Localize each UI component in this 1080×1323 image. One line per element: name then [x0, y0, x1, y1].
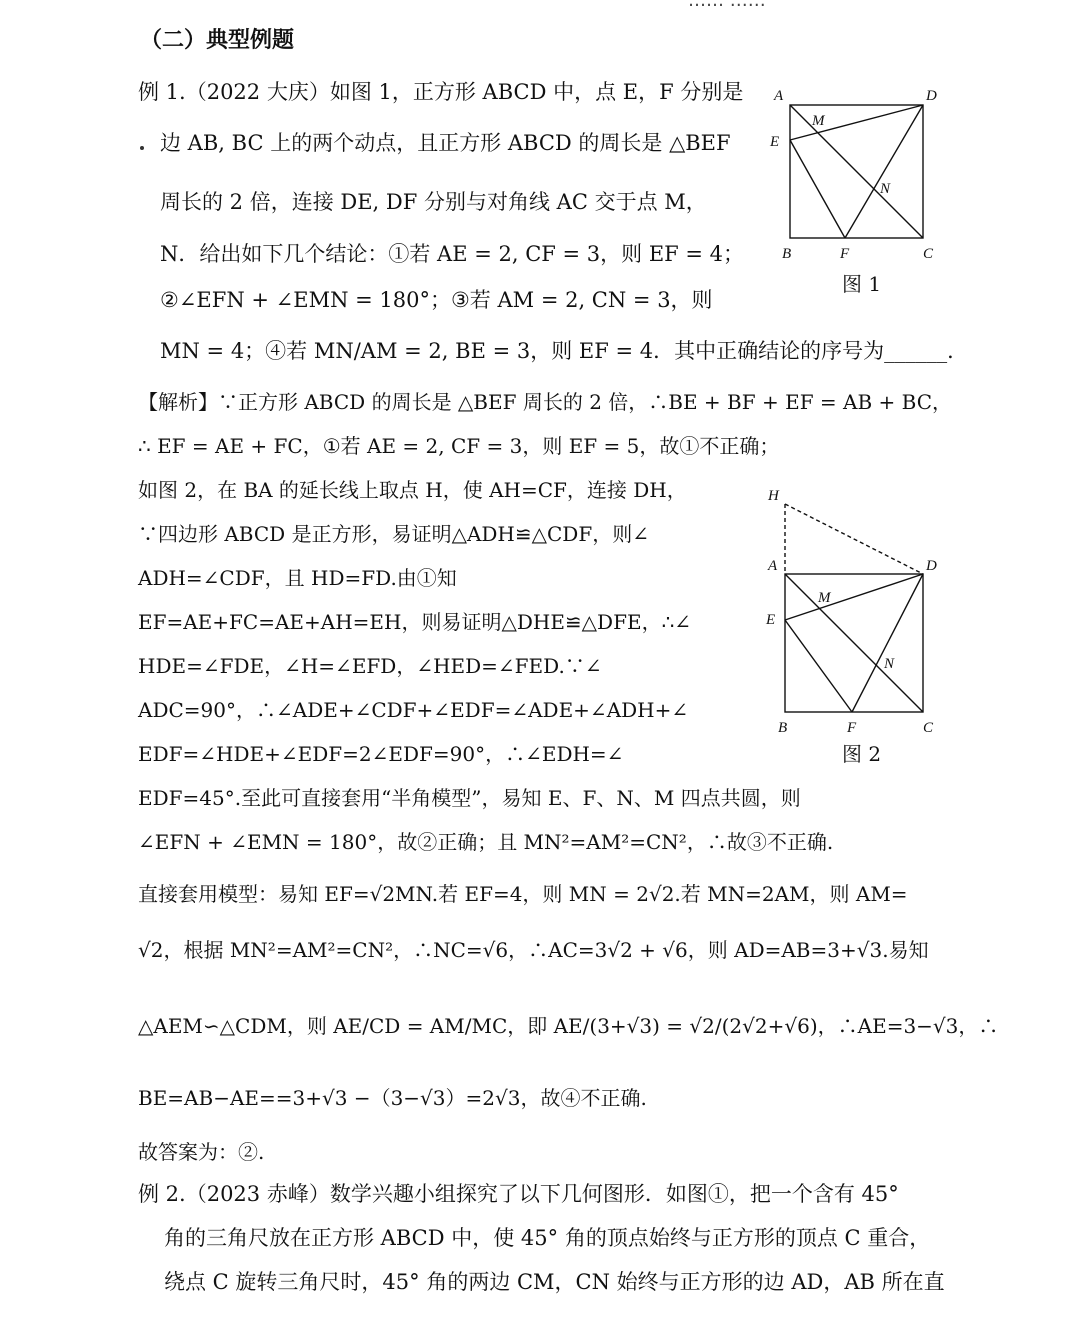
segment-ef [785, 620, 852, 712]
figure-2 [760, 482, 960, 742]
label-d: D [926, 88, 937, 104]
solution-line: EDF=45°.至此可直接套用“半角模型”，易知 E、F、N、M 四点共圆，则 [138, 786, 801, 810]
solution-line: ∠EFN + ∠EMN = 180°，故②正确；且 MN²=AM²=CN²，∴故③不正确. [138, 830, 834, 854]
label-n: N [884, 656, 895, 672]
example-2-line: 绕点 C 旋转三角尺时，45° 角的两边 CM，CN 始终与正方形的边 AD，AB 所在直 [164, 1270, 945, 1294]
label-e: E [766, 612, 776, 628]
figure-1 [760, 80, 960, 270]
label-h: H [768, 488, 779, 504]
solution-line: ADH=∠CDF，且 HD=FD.由①知 [138, 566, 457, 590]
example-1-line: 周长的 2 倍，连接 DE, DF 分别与对角线 AC 交于点 M， [160, 190, 707, 214]
example-2-line: 角的三角尺放在正方形 ABCD 中，使 45° 角的顶点始终与正方形的顶点 C 重合， [164, 1226, 931, 1250]
label-a: A [768, 558, 778, 574]
example-1-line: MN = 4；④若 MN/AM = 2, BE = 3，则 EF = 4．其中正确结论的序号为______． [160, 339, 969, 363]
cropped-top-text: …… …… [688, 0, 766, 11]
dashed-hd [785, 504, 923, 574]
segment-de [790, 105, 923, 140]
solution-line: √2，根据 MN²=AM²=CN²，∴NC=√6，∴AC=3√2 + √6，则 AD=AB=3+√3.易知 [138, 938, 929, 962]
label-c: C [923, 246, 934, 262]
solution-line: △AEM∽△CDM，则 AE/CD = AM/MC，即 AE/(3+√3) = √2/(2√2+√6)，∴AE=3−√3，∴ [138, 1014, 999, 1038]
label-a: A [774, 88, 784, 104]
segment-ef [790, 140, 845, 238]
example-2-line: 例 2.（2023 赤峰）数学兴趣小组探究了以下几何图形．如图①，把一个含有 45° [138, 1182, 899, 1206]
solution-line: ADC=90°，∴∠ADE+∠CDF+∠EDF=∠ADE+∠ADH+∠ [138, 698, 689, 722]
solution-line: HDE=∠FDE，∠H=∠EFD，∠HED=∠FED.∵∠ [138, 654, 602, 678]
bullet-dot [140, 146, 144, 150]
example-1-line: 例 1.（2022 大庆）如图 1，正方形 ABCD 中，点 E，F 分别是 [138, 80, 744, 104]
label-n: N [880, 181, 891, 197]
solution-answer: 故答案为：②. [138, 1140, 265, 1164]
solution-line: EF=AE+FC=AE+AH=EH，则易证明△DHE≌△DFE，∴∠ [138, 610, 692, 634]
solution-line: 直接套用模型：易知 EF=√2MN.若 EF=4，则 MN = 2√2.若 MN=2AM，则 AM= [138, 882, 908, 906]
section-heading: （二）典型例题 [140, 28, 295, 53]
label-d: D [926, 558, 937, 574]
example-1-line: ②∠EFN + ∠EMN = 180°；③若 AM = 2, CN = 3，则 [160, 288, 713, 312]
solution-line: 【解析】∵正方形 ABCD 的周长是 △BEF 周长的 2 倍，∴BE + BF + EF = AB + BC， [138, 390, 953, 414]
label-f: F [840, 246, 850, 262]
solution-line: BE=AB−AE==3+√3 −（3−√3）=2√3，故④不正确. [138, 1086, 647, 1110]
label-c: C [923, 720, 934, 736]
label-m: M [812, 113, 825, 129]
label-e: E [770, 134, 780, 150]
figure-1-caption: 图 1 [842, 272, 882, 296]
figure-2-caption: 图 2 [842, 742, 882, 766]
solution-line: ∴ EF = AE + FC，①若 AE = 2, CF = 3，则 EF = 5，故①不正确； [138, 434, 780, 458]
label-b: B [782, 246, 792, 262]
label-b: B [778, 720, 788, 736]
solution-line: ∵四边形 ABCD 是正方形，易证明△ADH≌△CDF，则∠ [138, 522, 649, 546]
example-1-line: 边 AB, BC 上的两个动点，且正方形 ABCD 的周长是 △BEF [160, 131, 731, 155]
label-f: F [847, 720, 857, 736]
solution-line: EDF=∠HDE+∠EDF=2∠EDF=90°，∴∠EDH=∠ [138, 742, 624, 766]
solution-line: 如图 2，在 BA 的延长线上取点 H，使 AH=CF，连接 DH， [138, 478, 687, 502]
label-m: M [818, 590, 831, 606]
diagonal-ac [785, 574, 923, 712]
example-1-line: N．给出如下几个结论：①若 AE = 2, CF = 3，则 EF = 4； [160, 242, 745, 266]
